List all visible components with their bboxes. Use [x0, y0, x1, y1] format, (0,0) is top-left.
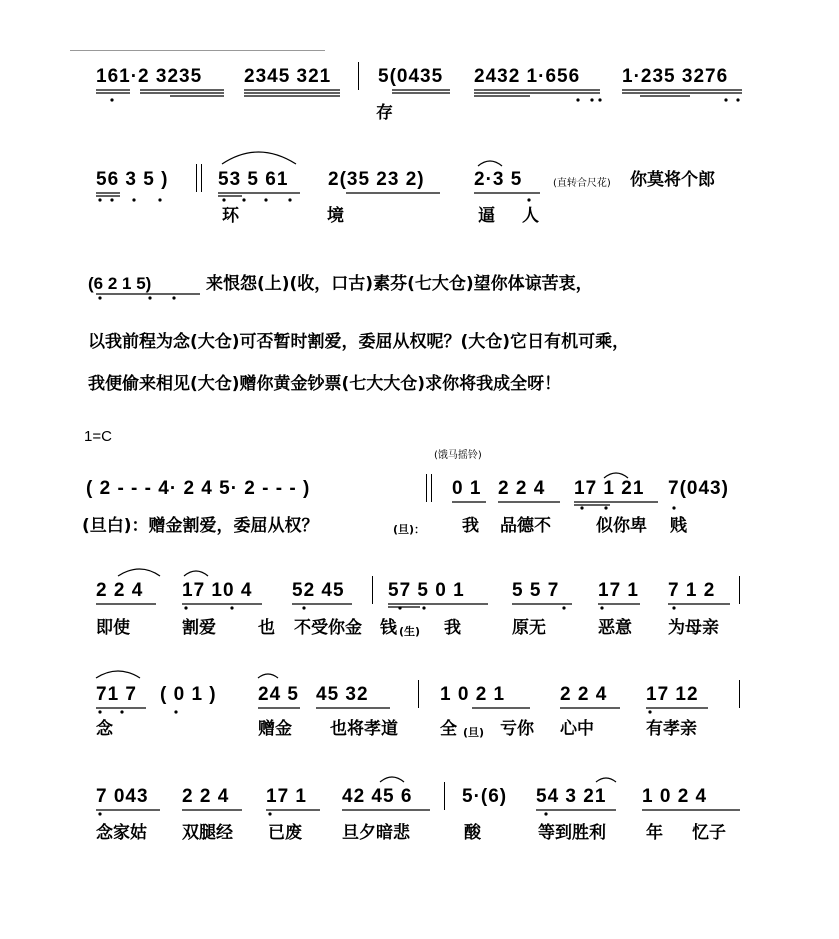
measure-notes: 56 3 5 ) [96, 169, 169, 190]
measure-notes: 0 1 [452, 478, 482, 499]
tune-name: (饿马摇铃) [434, 450, 482, 461]
measure-notes: 24 5 [258, 684, 299, 705]
measure-notes: 2432 1·656 [474, 66, 581, 87]
prose-notes: (6 2 1 5) [88, 274, 152, 293]
measure-notes: 161·2 3235 [96, 66, 203, 87]
measure-notes: 17 1 [266, 786, 307, 807]
measure-notes: 71 7 [96, 684, 137, 705]
measure-notes: 2 2 4 [560, 684, 608, 705]
tempo-mark: (直转合尺花) [553, 178, 611, 189]
measure-notes: 17 10 4 [182, 580, 253, 601]
prose-line: 来恨怨(上)(收，口古)素芬(七大仓)望你体谅苦衷， [206, 274, 593, 294]
lyric: 为母亲 [668, 618, 719, 638]
lyric: 恶意 [598, 618, 632, 638]
lyric: 割爱 [182, 618, 216, 638]
lyric: 已废 [268, 823, 302, 843]
lyric: 酸 [464, 823, 481, 843]
measure-notes: 5(0435 [378, 66, 444, 87]
lyric: 忆子 [692, 823, 726, 843]
lyric: 逼 [478, 206, 495, 226]
role-mark: (旦)： [393, 523, 426, 536]
lyric: 也 [258, 618, 275, 638]
lyric: 人 [522, 206, 539, 226]
role-mark: (生) [399, 625, 421, 638]
lyric: 念家姑 [96, 823, 147, 843]
measure-notes: 2 2 4 [96, 580, 144, 601]
measure-notes: 1 0 2 4 [642, 786, 708, 807]
measure-notes: 53 5 61 [218, 169, 289, 190]
measure-notes: 5 5 7 [512, 580, 560, 601]
lyric: 似你卑 [596, 516, 647, 536]
lyric: 不受你金 [294, 618, 362, 638]
lyric: 存 [376, 103, 393, 123]
measure-notes: 2345 321 [244, 66, 332, 87]
lyric: 双腿经 [182, 823, 233, 843]
measure-notes: ( 0 1 ) [160, 684, 217, 705]
prose-line: 以我前程为念(大仓)可否暂时割爱，委屈从权呢？(大仓)它日有机可乘， [88, 332, 630, 352]
lyric: 亏你 [500, 719, 534, 739]
slurs [96, 152, 628, 782]
lyric: 旦夕暗悲 [342, 823, 410, 843]
spoken-line: (旦白)：赠金割爱，委屈从权？ [82, 516, 319, 536]
measure-notes: 7(043) [668, 478, 729, 499]
measure-notes: 17 1 21 [574, 478, 645, 499]
lyric: 环 [222, 206, 239, 226]
lyric: 赠金 [258, 719, 292, 739]
lyric: 念 [96, 719, 113, 739]
lyric: 有孝亲 [646, 719, 697, 739]
lyric: 贱 [670, 516, 687, 536]
lyric: 心中 [560, 719, 594, 739]
measure-notes: 45 32 [316, 684, 369, 705]
measure-notes: 57 5 0 1 [388, 580, 465, 601]
measure-notes: 52 45 [292, 580, 345, 601]
measure-notes: 54 3 21 [536, 786, 607, 807]
lyric: 等到胜利 [538, 823, 606, 843]
role-mark: (旦) [463, 726, 485, 739]
key-signature: 1=C [84, 428, 112, 445]
measure-notes: 17 1 [598, 580, 639, 601]
prose-line: 我便偷来相见(大仓)赠你黄金钞票(七大大仓)求你将我成全呀！ [88, 374, 562, 394]
lyric: 年 [646, 823, 663, 843]
lyric: 即使 [96, 618, 130, 638]
measure-notes: 2 2 4 [182, 786, 230, 807]
measure-notes: ( 2 - - - 4· 2 4 5· 2 - - - ) [86, 478, 311, 499]
octave-dots [98, 98, 739, 815]
measure-notes: 2(35 23 2) [328, 169, 425, 190]
lyric: 钱 [380, 618, 397, 638]
lyric: 也将孝道 [330, 719, 398, 739]
measure-notes: 1 0 2 1 [440, 684, 506, 705]
measure-notes: 17 12 [646, 684, 699, 705]
lyric: 原无 [512, 618, 546, 638]
measure-notes: 7 043 [96, 786, 149, 807]
measure-notes: 2 2 4 [498, 478, 546, 499]
measure-notes: 1·235 3276 [622, 66, 729, 87]
lyric: 我 [444, 618, 461, 638]
beat-underlines [96, 90, 742, 810]
measure-notes: 2·3 5 [474, 169, 523, 190]
lyric: 全 [440, 719, 457, 739]
lyric-text: 你莫将个郎 [630, 170, 715, 190]
lyric: 我 [462, 516, 479, 536]
measure-notes: 7 1 2 [668, 580, 716, 601]
lyric: 品德不 [500, 516, 551, 536]
measure-notes: 5·(6) [462, 786, 508, 807]
measure-notes: 42 45 6 [342, 786, 413, 807]
lyric: 境 [327, 206, 344, 226]
